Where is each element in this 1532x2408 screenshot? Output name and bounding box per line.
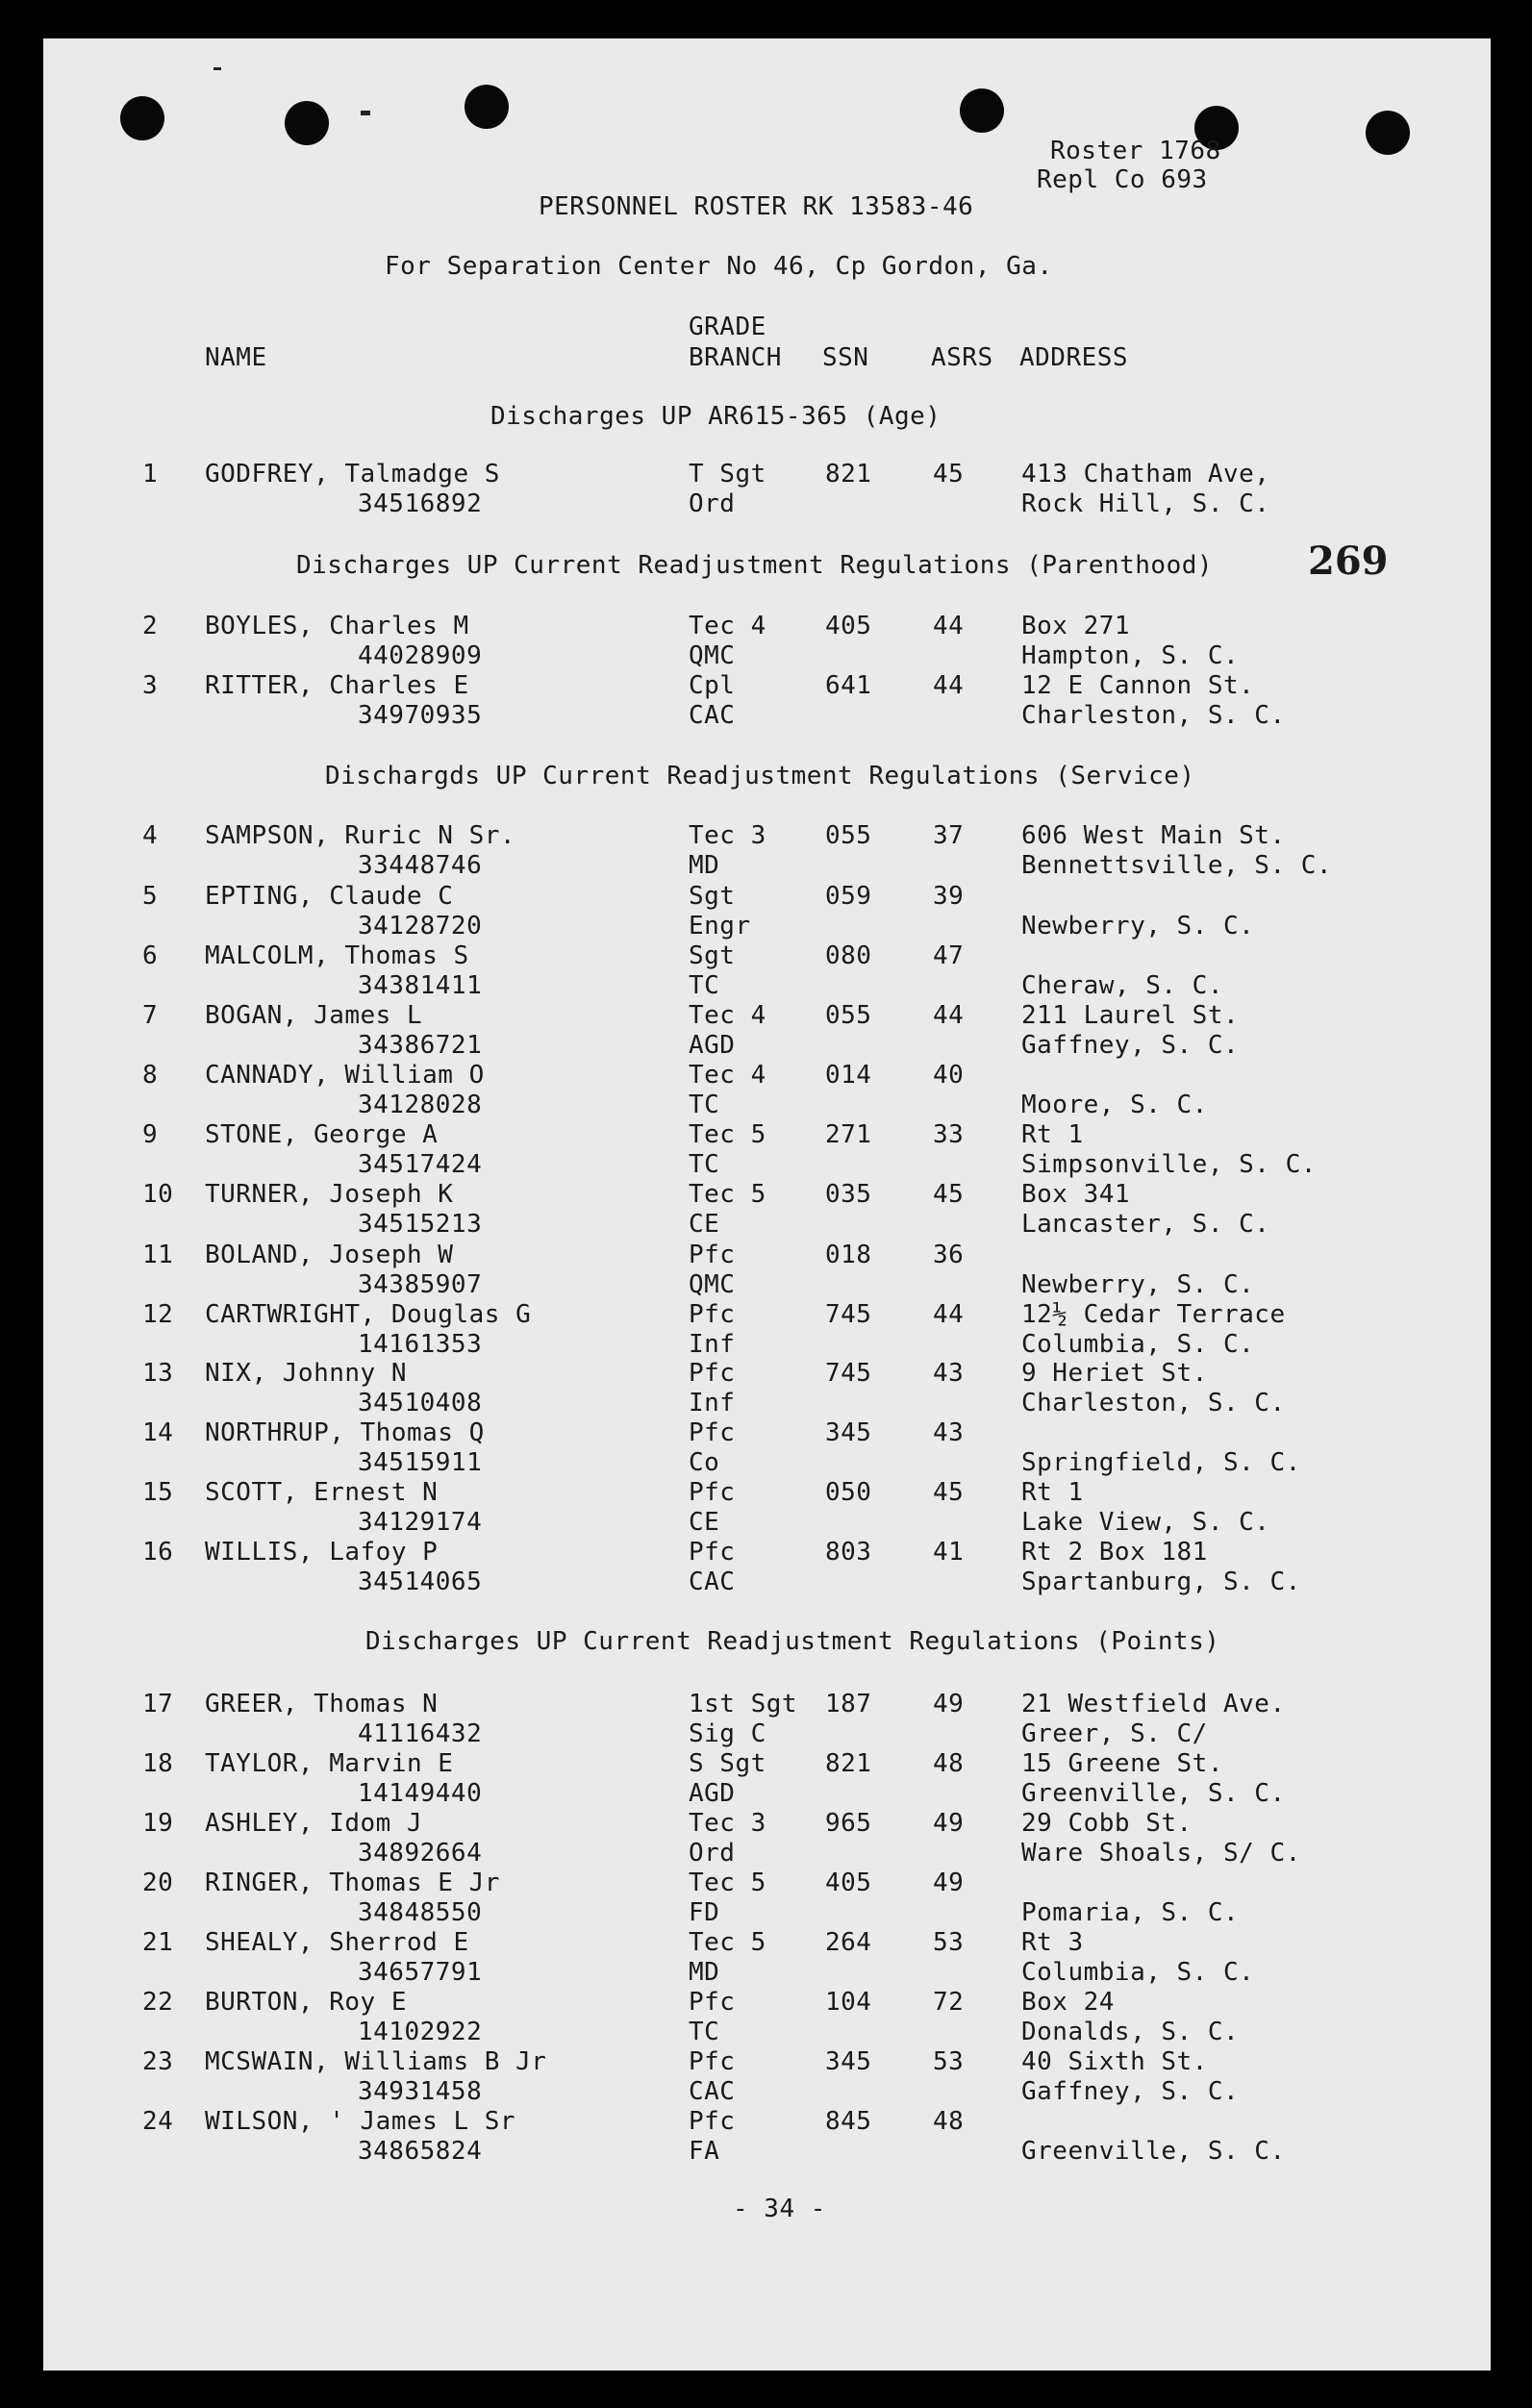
asrs-score: 37: [933, 821, 965, 850]
branch: Inf: [689, 1389, 736, 1417]
ssn: 059: [825, 882, 872, 911]
soldier-name: GODFREY, Talmadge S: [205, 460, 500, 489]
address-line-2: Simpsonville, S. C.: [1021, 1150, 1317, 1179]
row-number: 9: [142, 1120, 159, 1149]
section-heading: Dischargds UP Current Readjustment Regulations (Service): [325, 762, 1195, 790]
branch: Co: [689, 1448, 720, 1477]
ssn: 965: [825, 1809, 872, 1838]
table-row: [0, 2107, 1532, 2167]
row-number: 17: [142, 1690, 174, 1718]
table-row: [0, 1061, 1532, 1120]
address-line-2: Spartanburg, S. C.: [1021, 1568, 1301, 1596]
address-line-2: Lake View, S. C.: [1021, 1508, 1270, 1537]
grade: Tec 3: [689, 1809, 766, 1838]
asrs-score: 53: [933, 1928, 965, 1957]
soldier-name: WILLIS, Lafoy P: [205, 1538, 439, 1567]
branch: FA: [689, 2137, 720, 2166]
column-header-name: NAME: [205, 343, 267, 372]
ssn: 345: [825, 1418, 872, 1447]
address-line-1: 15 Greene St.: [1021, 1749, 1223, 1778]
column-header-asrs: ASRS: [931, 343, 993, 372]
punch-hole: [465, 85, 509, 129]
grade: 1st Sgt: [689, 1690, 798, 1718]
address-line-2: Rock Hill, S. C.: [1021, 489, 1270, 518]
asrs-score: 45: [933, 1478, 965, 1507]
row-number: 12: [142, 1300, 174, 1329]
soldier-name: TAYLOR, Marvin E: [205, 1749, 454, 1778]
asrs-score: 40: [933, 1061, 965, 1090]
row-number: 6: [142, 941, 159, 970]
asrs-score: 49: [933, 1809, 965, 1838]
serial-number: 34517424: [358, 1150, 483, 1179]
row-number: 18: [142, 1749, 174, 1778]
asrs-score: 49: [933, 1869, 965, 1897]
asrs-score: 72: [933, 1988, 965, 2017]
soldier-name: CANNADY, William O: [205, 1061, 485, 1090]
serial-number: 41116432: [358, 1719, 483, 1748]
row-number: 11: [142, 1241, 174, 1269]
punch-hole: [1366, 111, 1410, 155]
serial-number: 34128720: [358, 912, 483, 941]
soldier-name: RINGER, Thomas E Jr: [205, 1869, 500, 1897]
grade: Pfc: [689, 1988, 736, 2017]
branch: TC: [689, 1150, 720, 1179]
grade: Pfc: [689, 1478, 736, 1507]
grade: Tec 4: [689, 612, 766, 640]
address-line-1: 211 Laurel St.: [1021, 1001, 1240, 1030]
branch: AGD: [689, 1779, 736, 1808]
address-line-2: Gaffney, S. C.: [1021, 1031, 1240, 1060]
ssn: 050: [825, 1478, 872, 1507]
asrs-score: 44: [933, 1001, 965, 1030]
row-number: 8: [142, 1061, 159, 1090]
address-line-1: Box 271: [1021, 612, 1131, 640]
serial-number: 33448746: [358, 851, 483, 880]
asrs-score: 41: [933, 1538, 965, 1567]
grade: Cpl: [689, 671, 736, 700]
address-line-1: 40 Sixth St.: [1021, 2047, 1208, 2076]
grade: Tec 5: [689, 1869, 766, 1897]
serial-number: 34385907: [358, 1270, 483, 1299]
branch: Ord: [689, 1839, 736, 1868]
asrs-score: 44: [933, 612, 965, 640]
ssn: 803: [825, 1538, 872, 1567]
document-subtitle: For Separation Center No 46, Cp Gordon, Ga.: [385, 252, 1053, 281]
serial-number: 14149440: [358, 1779, 483, 1808]
branch: CE: [689, 1508, 720, 1537]
punch-hole: [285, 101, 329, 145]
grade: S Sgt: [689, 1749, 766, 1778]
grade: Tec 4: [689, 1001, 766, 1030]
ssn: 018: [825, 1241, 872, 1269]
row-number: 3: [142, 671, 159, 700]
table-row: [0, 1478, 1532, 1538]
row-number: 14: [142, 1418, 174, 1447]
address-line-1: Rt 3: [1021, 1928, 1084, 1957]
serial-number: 34381411: [358, 971, 483, 1000]
table-row: [0, 1749, 1532, 1809]
address-line-1: Rt 1: [1021, 1120, 1084, 1149]
branch: CE: [689, 1210, 720, 1239]
document-title: PERSONNEL ROSTER RK 13583-46: [539, 192, 974, 221]
asrs-score: 39: [933, 882, 965, 911]
serial-number: 34129174: [358, 1508, 483, 1537]
punch-hole: [960, 88, 1004, 133]
ssn: 014: [825, 1061, 872, 1090]
soldier-name: STONE, George A: [205, 1120, 439, 1149]
table-row: [0, 1241, 1532, 1300]
asrs-score: 33: [933, 1120, 965, 1149]
branch: MD: [689, 1958, 720, 1987]
address-line-1: Rt 1: [1021, 1478, 1084, 1507]
ssn: 745: [825, 1300, 872, 1329]
soldier-name: BOLAND, Joseph W: [205, 1241, 454, 1269]
address-line-2: Donalds, S. C.: [1021, 2018, 1240, 2046]
table-row: [0, 1538, 1532, 1597]
address-line-1: 606 West Main St.: [1021, 821, 1286, 850]
asrs-score: 48: [933, 2107, 965, 2136]
address-line-1: Box 24: [1021, 1988, 1115, 2017]
address-line-2: Springfield, S. C.: [1021, 1448, 1301, 1477]
column-header-ssn: SSN: [822, 343, 869, 372]
ssn: 821: [825, 1749, 872, 1778]
table-row: [0, 1690, 1532, 1749]
ssn: 264: [825, 1928, 872, 1957]
table-row: [0, 1809, 1532, 1869]
table-row: [0, 1120, 1532, 1180]
row-number: 24: [142, 2107, 174, 2136]
table-row: [0, 1300, 1532, 1360]
ssn: 187: [825, 1690, 872, 1718]
branch: Sig C: [689, 1719, 766, 1748]
table-row: [0, 821, 1532, 881]
address-line-2: Bennettsville, S. C.: [1021, 851, 1333, 880]
grade: Pfc: [689, 1418, 736, 1447]
grade: Pfc: [689, 1300, 736, 1329]
table-row: [0, 1928, 1532, 1988]
table-row: [0, 1180, 1532, 1240]
row-number: 15: [142, 1478, 174, 1507]
row-number: 5: [142, 882, 159, 911]
asrs-score: 44: [933, 671, 965, 700]
serial-number: 34865824: [358, 2137, 483, 2166]
branch: CAC: [689, 701, 736, 730]
row-number: 23: [142, 2047, 174, 2076]
ssn: 745: [825, 1359, 872, 1388]
page-number: - 34 -: [733, 2195, 826, 2223]
table-row: [0, 671, 1532, 731]
branch: CAC: [689, 2077, 736, 2106]
address-line-2: Newberry, S. C.: [1021, 912, 1255, 941]
ssn: 845: [825, 2107, 872, 2136]
grade: T Sgt: [689, 460, 766, 489]
grade: Pfc: [689, 1241, 736, 1269]
address-line-2: Moore, S. C.: [1021, 1091, 1208, 1119]
row-number: 7: [142, 1001, 159, 1030]
serial-number: 34970935: [358, 701, 483, 730]
table-row: [0, 882, 1532, 941]
ssn: 345: [825, 2047, 872, 2076]
branch: Inf: [689, 1330, 736, 1359]
asrs-score: 43: [933, 1359, 965, 1388]
ssn: 405: [825, 612, 872, 640]
grade: Pfc: [689, 1538, 736, 1567]
asrs-score: 48: [933, 1749, 965, 1778]
soldier-name: NORTHRUP, Thomas Q: [205, 1418, 485, 1447]
soldier-name: EPTING, Claude C: [205, 882, 454, 911]
branch: AGD: [689, 1031, 736, 1060]
ssn: 271: [825, 1120, 872, 1149]
address-line-2: Columbia, S. C.: [1021, 1330, 1255, 1359]
branch: TC: [689, 2018, 720, 2046]
branch: MD: [689, 851, 720, 880]
grade: Sgt: [689, 882, 736, 911]
address-line-1: 12½ Cedar Terrace: [1021, 1300, 1286, 1329]
grade: Pfc: [689, 2047, 736, 2076]
ssn: 055: [825, 821, 872, 850]
table-row: [0, 1869, 1532, 1928]
address-line-2: Charleston, S. C.: [1021, 701, 1286, 730]
punch-hole: [120, 96, 164, 140]
column-header-grade: GRADE: [689, 313, 766, 341]
address-line-2: Newberry, S. C.: [1021, 1270, 1255, 1299]
soldier-name: CARTWRIGHT, Douglas G: [205, 1300, 532, 1329]
address-line-2: Cheraw, S. C.: [1021, 971, 1223, 1000]
asrs-score: 45: [933, 460, 965, 489]
section-heading: Discharges UP Current Readjustment Regulations (Points): [365, 1627, 1220, 1656]
branch: Engr: [689, 912, 751, 941]
row-number: 19: [142, 1809, 174, 1838]
serial-number: 34516892: [358, 489, 483, 518]
page-stamp: 269: [1308, 539, 1389, 584]
address-line-1: 21 Westfield Ave.: [1021, 1690, 1286, 1718]
soldier-name: SHEALY, Sherrod E: [205, 1928, 469, 1957]
serial-number: 34931458: [358, 2077, 483, 2106]
row-number: 22: [142, 1988, 174, 2017]
branch: QMC: [689, 1270, 736, 1299]
soldier-name: ASHLEY, Idom J: [205, 1809, 423, 1838]
row-number: 10: [142, 1180, 174, 1209]
table-row: [0, 1001, 1532, 1061]
grade: Pfc: [689, 2107, 736, 2136]
table-row: [0, 2047, 1532, 2107]
address-line-1: Rt 2 Box 181: [1021, 1538, 1208, 1567]
serial-number: 34514065: [358, 1568, 483, 1596]
row-number: 1: [142, 460, 159, 489]
branch: TC: [689, 1091, 720, 1119]
soldier-name: BOYLES, Charles M: [205, 612, 469, 640]
branch: QMC: [689, 641, 736, 670]
table-row: [0, 460, 1532, 519]
ssn: 035: [825, 1180, 872, 1209]
ssn: 055: [825, 1001, 872, 1030]
row-number: 20: [142, 1869, 174, 1897]
address-line-2: Greenville, S. C.: [1021, 2137, 1286, 2166]
serial-number: 14102922: [358, 2018, 483, 2046]
grade: Tec 4: [689, 1061, 766, 1090]
section-heading: Discharges UP AR615-365 (Age): [490, 402, 942, 431]
serial-number: 44028909: [358, 641, 483, 670]
grade: Tec 3: [689, 821, 766, 850]
serial-number: 34657791: [358, 1958, 483, 1987]
address-line-1: Box 341: [1021, 1180, 1131, 1209]
soldier-name: TURNER, Joseph K: [205, 1180, 454, 1209]
serial-number: 34515213: [358, 1210, 483, 1239]
table-row: [0, 1988, 1532, 2047]
soldier-name: RITTER, Charles E: [205, 671, 469, 700]
ssn: 405: [825, 1869, 872, 1897]
address-line-2: Hampton, S. C.: [1021, 641, 1240, 670]
serial-number: 34515911: [358, 1448, 483, 1477]
serial-number: 34386721: [358, 1031, 483, 1060]
grade: Tec 5: [689, 1928, 766, 1957]
asrs-score: 49: [933, 1690, 965, 1718]
serial-number: 34848550: [358, 1898, 483, 1927]
asrs-score: 43: [933, 1418, 965, 1447]
soldier-name: NIX, Johnny N: [205, 1359, 407, 1388]
asrs-score: 53: [933, 2047, 965, 2076]
ssn: 104: [825, 1988, 872, 2017]
replacement-company: Repl Co 693: [1037, 165, 1208, 194]
column-header-branch: BRANCH: [689, 343, 782, 372]
ssn: 080: [825, 941, 872, 970]
grade: Tec 5: [689, 1120, 766, 1149]
section-heading: Discharges UP Current Readjustment Regulations (Parenthood): [296, 551, 1214, 580]
punch-mark: [361, 111, 370, 115]
grade: Pfc: [689, 1359, 736, 1388]
soldier-name: SAMPSON, Ruric N Sr.: [205, 821, 516, 850]
address-line-2: Columbia, S. C.: [1021, 1958, 1255, 1987]
address-line-2: Charleston, S. C.: [1021, 1389, 1286, 1417]
row-number: 2: [142, 612, 159, 640]
row-number: 16: [142, 1538, 174, 1567]
soldier-name: GREER, Thomas N: [205, 1690, 439, 1718]
row-number: 21: [142, 1928, 174, 1957]
asrs-score: 44: [933, 1300, 965, 1329]
table-row: [0, 1359, 1532, 1418]
serial-number: 34892664: [358, 1839, 483, 1868]
serial-number: 14161353: [358, 1330, 483, 1359]
address-line-2: Lancaster, S. C.: [1021, 1210, 1270, 1239]
address-line-2: Greenville, S. C.: [1021, 1779, 1286, 1808]
column-header-address: ADDRESS: [1019, 343, 1129, 372]
address-line-1: 413 Chatham Ave,: [1021, 460, 1270, 489]
row-number: 13: [142, 1359, 174, 1388]
roster-number: Roster 1768: [1050, 137, 1221, 165]
ssn: 821: [825, 460, 872, 489]
branch: CAC: [689, 1568, 736, 1596]
branch: FD: [689, 1898, 720, 1927]
address-line-2: Pomaria, S. C.: [1021, 1898, 1240, 1927]
address-line-2: Gaffney, S. C.: [1021, 2077, 1240, 2106]
asrs-score: 36: [933, 1241, 965, 1269]
soldier-name: BURTON, Roy E: [205, 1988, 407, 2017]
address-line-1: 9 Heriet St.: [1021, 1359, 1208, 1388]
asrs-score: 45: [933, 1180, 965, 1209]
soldier-name: BOGAN, James L: [205, 1001, 423, 1030]
table-row: [0, 941, 1532, 1001]
address-line-2: Ware Shoals, S/ C.: [1021, 1839, 1301, 1868]
ssn: 641: [825, 671, 872, 700]
asrs-score: 47: [933, 941, 965, 970]
grade: Sgt: [689, 941, 736, 970]
serial-number: 34510408: [358, 1389, 483, 1417]
soldier-name: WILSON, ' James L Sr: [205, 2107, 516, 2136]
address-line-2: Greer, S. C/: [1021, 1719, 1208, 1748]
serial-number: 34128028: [358, 1091, 483, 1119]
grade: Tec 5: [689, 1180, 766, 1209]
soldier-name: MALCOLM, Thomas S: [205, 941, 469, 970]
branch: TC: [689, 971, 720, 1000]
address-line-1: 12 E Cannon St.: [1021, 671, 1255, 700]
soldier-name: SCOTT, Ernest N: [205, 1478, 439, 1507]
address-line-1: 29 Cobb St.: [1021, 1809, 1193, 1838]
table-row: [0, 612, 1532, 671]
table-row: [0, 1418, 1532, 1478]
branch: Ord: [689, 489, 736, 518]
soldier-name: MCSWAIN, Williams B Jr: [205, 2047, 547, 2076]
row-number: 4: [142, 821, 159, 850]
punch-mark: [213, 67, 221, 70]
